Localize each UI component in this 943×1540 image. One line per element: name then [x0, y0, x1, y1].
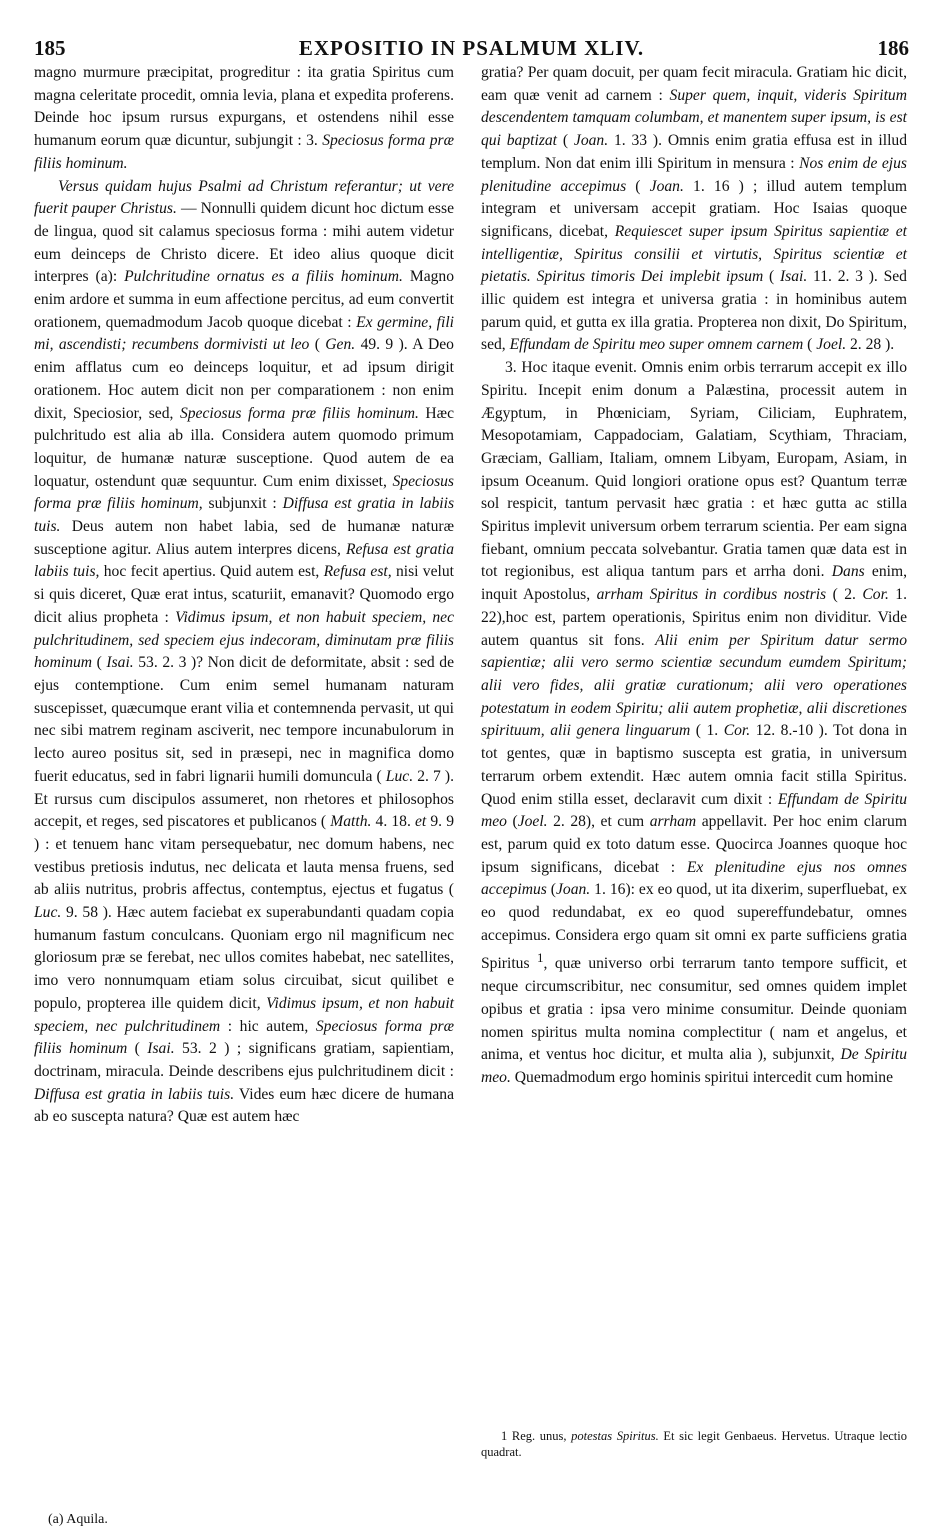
reference: Joan.: [649, 177, 684, 195]
text-run: — Nonnulli quidem dicunt hoc dictum esse de lingua, quod sit calamus speciosus forma : mihi autem videtur eum deinceps de Christo dicere. Et ideo alius quoque dicit interpres (a):: [34, 200, 454, 286]
text-run: 1. 33 ). Omnis enim gratia effusa est in illud templum. Non dat enim illi Spiritum in mensura :: [481, 132, 908, 172]
reference: Joan.: [556, 881, 591, 899]
text-run: (: [546, 881, 556, 899]
italic-run: Diffusa est gratia in labiis tuis.: [34, 495, 455, 536]
text-run: Deus autem non habet labia, sed de humanæ naturæ susceptione agitur. Alius autem interpres dicens,: [34, 518, 454, 558]
text-run: 2. 28 ).: [846, 336, 895, 354]
italic-run: Pulchritudine ornatus es a filiis hominum.: [124, 268, 403, 286]
italic-run: Nos enim de ejus plenitudine accepimus: [481, 154, 907, 195]
text-run: 1. 16): ex eo quod, ut ita dixerim, superfluebat, ex eo quod redundabat, ex eo quod supereffundebatur, omnes accepimus. Considera ergo quam sit omni ex parte sufficiens gratia Spiritus: [481, 881, 908, 973]
text-run: Et sic legit Genbaeus. Hervetus. Utraque lectio quadrat.: [481, 1429, 907, 1459]
left-column: [34, 62, 454, 1129]
italic-run: Speciosus forma præ filiis hominum: [34, 1017, 454, 1058]
text-run: 1 Reg. unus,: [501, 1429, 572, 1443]
reference: Joan.: [573, 132, 609, 150]
reference: Matth.: [330, 813, 372, 831]
text-run: gratia? Per quam docuit, per quam fecit miracula. Gratiam hic dicit, eam quæ venit ad carnem :: [481, 64, 907, 104]
text-run: 53. 2 ) ; significans gratiam, sapientiam, doctrinam, miracula. Deinde describens ejus pulchritudinem dicit :: [34, 1040, 455, 1080]
italic-run: Requiescet super ipsum Spiritus sapientiæ et intelligentiæ, Spiritus consilii et virtutis, Spiritus scientiæ et pietatis. Spiritus timoris Dei implebit ipsum: [481, 222, 907, 286]
italic-run: Ex plenitudine ejus nos omnes accepimus: [481, 858, 908, 899]
text-run: (: [309, 336, 326, 354]
italic-run: potestas Spiritus.: [571, 1429, 659, 1443]
page-header: [0, 0, 943, 60]
text-run: Magno enim ardore et summa in eum affectione percitus, ad eum convertit orationem, quemadmodum Jacob quoque dicebat :: [34, 268, 455, 331]
italic-run: Speciosus forma præ filiis hominum,: [34, 472, 454, 513]
text-run: 4. 18.: [371, 813, 415, 831]
italic-run: Alii enim per Spiritum datur sermo sapientiæ; alii vero sermo scientiæ secundum eumdem Spiritum; alii vero fides, alii gratiæ curationum; alii vero operationes potestatum in eodem Spiritu; alii autem prophetiæ, alii discretiones spirituum, alii genera linguarum: [481, 631, 907, 740]
page-number-left: 185: [34, 36, 66, 60]
italic-run: Vidimus ipsum, et non habuit speciem, nec pulchritudinem, sed speciem ejus indecoram, diminutam præ filiis hominum: [34, 608, 454, 672]
text-run: 9. 58 ). Hæc autem faciebat ex superabundanti quadam copia humanum fastum conculcans. Quoniam ergo nil magnificum nec gloriosum præ se ferebat, nec ullos comites habebat, nec satellites, imo vero nonnumquam etiam solus circuibat, sicut quilibet e populo, propterea ille quidem dicit,: [34, 904, 454, 1012]
italic-run: Speciosus forma præ filiis hominum.: [179, 404, 419, 422]
text-run: (: [626, 177, 650, 195]
text-run: (: [506, 813, 518, 831]
text-run: 12. 8.-10 ). Tot dona in tot gentes, quæ in baptismo suscepta est gratia, in universum terrarum orbem extendit. Hæc autem omnia facit stilla Spiritus. Quod enim stilla esset, declaravit cum dixit :: [481, 722, 907, 808]
text-run: nisi velut si quis diceret, Quæ erat intus, scaturiit, emanavit? Quomodo ergo dicit alius propheta :: [34, 563, 454, 626]
page-number-right: 186: [877, 36, 909, 60]
reference: Isai.: [106, 654, 134, 672]
text-run: subjunxit :: [202, 495, 283, 513]
text-run: 53. 2. 3 )? Non dicit de deformitate, absit : sed de ejus contemptione. Cum enim semel humanam naturam suscepisset, quæcumque erant vilia et contemnenda pervasit, ut qui nec sibi matrem reginam asciverit, nec tempore incunabulorum in lecto aureo positus sit, sed in præsepi, nec in magnifica domo fuerit educatus, sed in fabri lignarii humili domuncula (: [34, 654, 454, 785]
text-run: 1. 22),hoc est, partem operationis, Spiritus enim non dividitur. Vide autem quantus sit fons.: [481, 586, 908, 649]
text-run: Vides eum hæc dicere de humana ab eo suscepta natura? Quæ est autem hæc: [34, 1085, 454, 1126]
running-title: EXPOSITIO IN PSALMUM XLIV.: [298, 36, 645, 60]
italic-run: Refusa est,: [323, 563, 392, 581]
italic-run: arrham: [649, 813, 697, 831]
italic-run: Speciosus forma præ filiis hominum.: [34, 132, 454, 172]
italic-run: Effundam de Spiritu meo: [481, 790, 907, 831]
text-run: (: [92, 654, 107, 672]
text-run: Quemadmodum ergo hominis spiritui intercedit cum homine: [510, 1069, 894, 1087]
footnote-aquila: (a) Aquila.: [48, 1512, 108, 1527]
footnote-1: [481, 1428, 907, 1460]
reference: et: [414, 813, 427, 831]
left-paragraph-1: [34, 62, 454, 176]
italic-run: arrham Spiritus in cordibus nostris: [596, 586, 827, 604]
reference: Joel.: [816, 336, 847, 354]
right-paragraph-2: [481, 357, 907, 1090]
reference: Isai.: [147, 1040, 175, 1058]
italic-run: Dans: [831, 563, 865, 581]
reference: Cor.: [862, 586, 889, 604]
text-run: Hæc pulchritudo est alia ab illa. Considera autem quomodo primum loquitur, de humanæ naturæ susceptione. Quod autem de ea loquatur, ostendunt quæ sequuntur. Cum enim dixisset,: [34, 404, 454, 490]
right-paragraph-1: [481, 62, 907, 357]
text-run: , quæ universo orbi terrarum tanto tempore sufficit, et neque circumscribitur, nec consumitur, sed omnes quidem implet opibus et gratia : ipsa vero minime consumitur. Deinde quoniam nomen spiritus multa nomina complectitur ( nam et angelus, et anima, et ventus hoc dicitur, et multa alia ), subjunxit,: [481, 955, 907, 1064]
reference: Luc.: [385, 767, 414, 785]
italic-run: Effundam de Spiritu meo super omnem carnem: [509, 336, 804, 354]
text-run: 49. 9 ). A Deo enim afflatus cum eo deinceps loquitur, et ad ipsum dirigit orationem. Hoc autem dicit non per comparationem : non enim dixit, Speciosior, sed,: [34, 336, 454, 422]
italic-run: Vidimus ipsum, et non habuit speciem, nec pulchritudinem: [34, 994, 454, 1035]
footnote-marker[interactable]: 1: [537, 950, 544, 966]
section-heading: Versus quidam hujus Psalmi ad Christum referantur; ut vere fuerit pauper Christus.: [34, 177, 454, 218]
right-column: [481, 62, 907, 1090]
text-run: appellavit. Per hoc enim clarum est, parum quid ex toto datum esse. Quocirca Joannes quoque hoc ipsum significans, dicebat :: [481, 813, 907, 876]
text-run: 2. 28), et cum: [547, 813, 650, 831]
italic-run: Ex germine, fili mi, ascendisti; recumbens dormivisti ut leo: [34, 313, 454, 354]
text-run: (: [763, 268, 780, 286]
reference: Gen.: [325, 336, 356, 354]
text-run: 11. 2. 3 ). Sed illic quidem est integra et universa gratia : in hominibus autem parum quid, et gutta ex illa gratia. Propterea non dixit, Do Spiritum, sed,: [481, 268, 907, 354]
text-run: (: [803, 336, 817, 354]
footnote-1-text: [481, 1428, 907, 1460]
reference: Isai.: [779, 268, 808, 286]
text-run: 3. Hoc itaque evenit. Omnis enim orbis terrarum accepit ex illo Spiritu. Incepit enim donum a Palæstina, processit autem in Ægyptum, in Phœniciam, Syriam, Ciliciam, Euphratem, Mesopotamiam, Cappadociam, Galatiam, Scythiam, Thraciam, Græciam, Galliam, Italiam, omnem Libyam, Europam, Asiam, in ipsum Oceanum. Quid longiori oratione opus est? Quantum terræ sol respicit, tantum pervasit hæc gratia : et hæc gutta ac stilla Spiritus implevit universum orbem terrarum scientia. Per eam signa fiebant, omnium peccata solvebantur. Gratia tamen quæ data est in tot regionibus, est aliqua tantum pars et arrha doni.: [481, 359, 907, 581]
text-run: ( 2.: [826, 586, 863, 604]
text-run: hoc fecit apertius. Quid autem est,: [99, 563, 324, 581]
italic-run: Refusa est gratia labiis tuis,: [34, 540, 454, 581]
text-run: (: [127, 1040, 148, 1058]
text-run: 1. 16 ) ; illud autem templum integram et universam accepit gratiam. Hoc Isaias quoque significans, dicebat,: [481, 177, 907, 240]
text-run: 2. 7 ). Et rursus cum discipulos assumeret, non rhetores et philosophos accepit, et reges, sed piscatores et publicanos (: [34, 767, 455, 831]
italic-run: Diffusa est gratia in labiis tuis.: [34, 1085, 235, 1103]
text-run: : hic autem,: [220, 1017, 316, 1035]
text-run: 9. 9 ) : et tenuem hanc vitam persequebatur, nec domum habens, nec vestibus pretiosis indutus, nec delicata et lauta mensa fruens, sed ab aliis nutritus, probris affectus, contemptus, ejectus et fugatus (: [34, 813, 454, 899]
text-run: (: [557, 132, 574, 150]
reference: Luc.: [34, 904, 62, 922]
reference: Cor.: [723, 722, 751, 740]
italic-run: De Spiritu meo.: [481, 1046, 907, 1087]
italic-run: Super quem, inquit, videris Spiritum descendentem tamquam columbam, et manentem super ipsum, is est qui baptizat: [481, 86, 907, 150]
text-run: magno murmure præcipitat, progreditur : ita gratia Spiritus cum magna celeritate procedit, omnia levia, plana et expedita proferens. Deinde hoc ipsum rursus expurgans, et ostendens nihil esse humanum eorum quæ dicuntur, subjungit : 3.: [34, 64, 454, 150]
text-run: ( 1.: [690, 722, 724, 740]
left-paragraph-2: [34, 176, 454, 1130]
reference: Joel.: [517, 813, 548, 831]
text-run: enim, inquit Apostolus,: [481, 563, 907, 604]
